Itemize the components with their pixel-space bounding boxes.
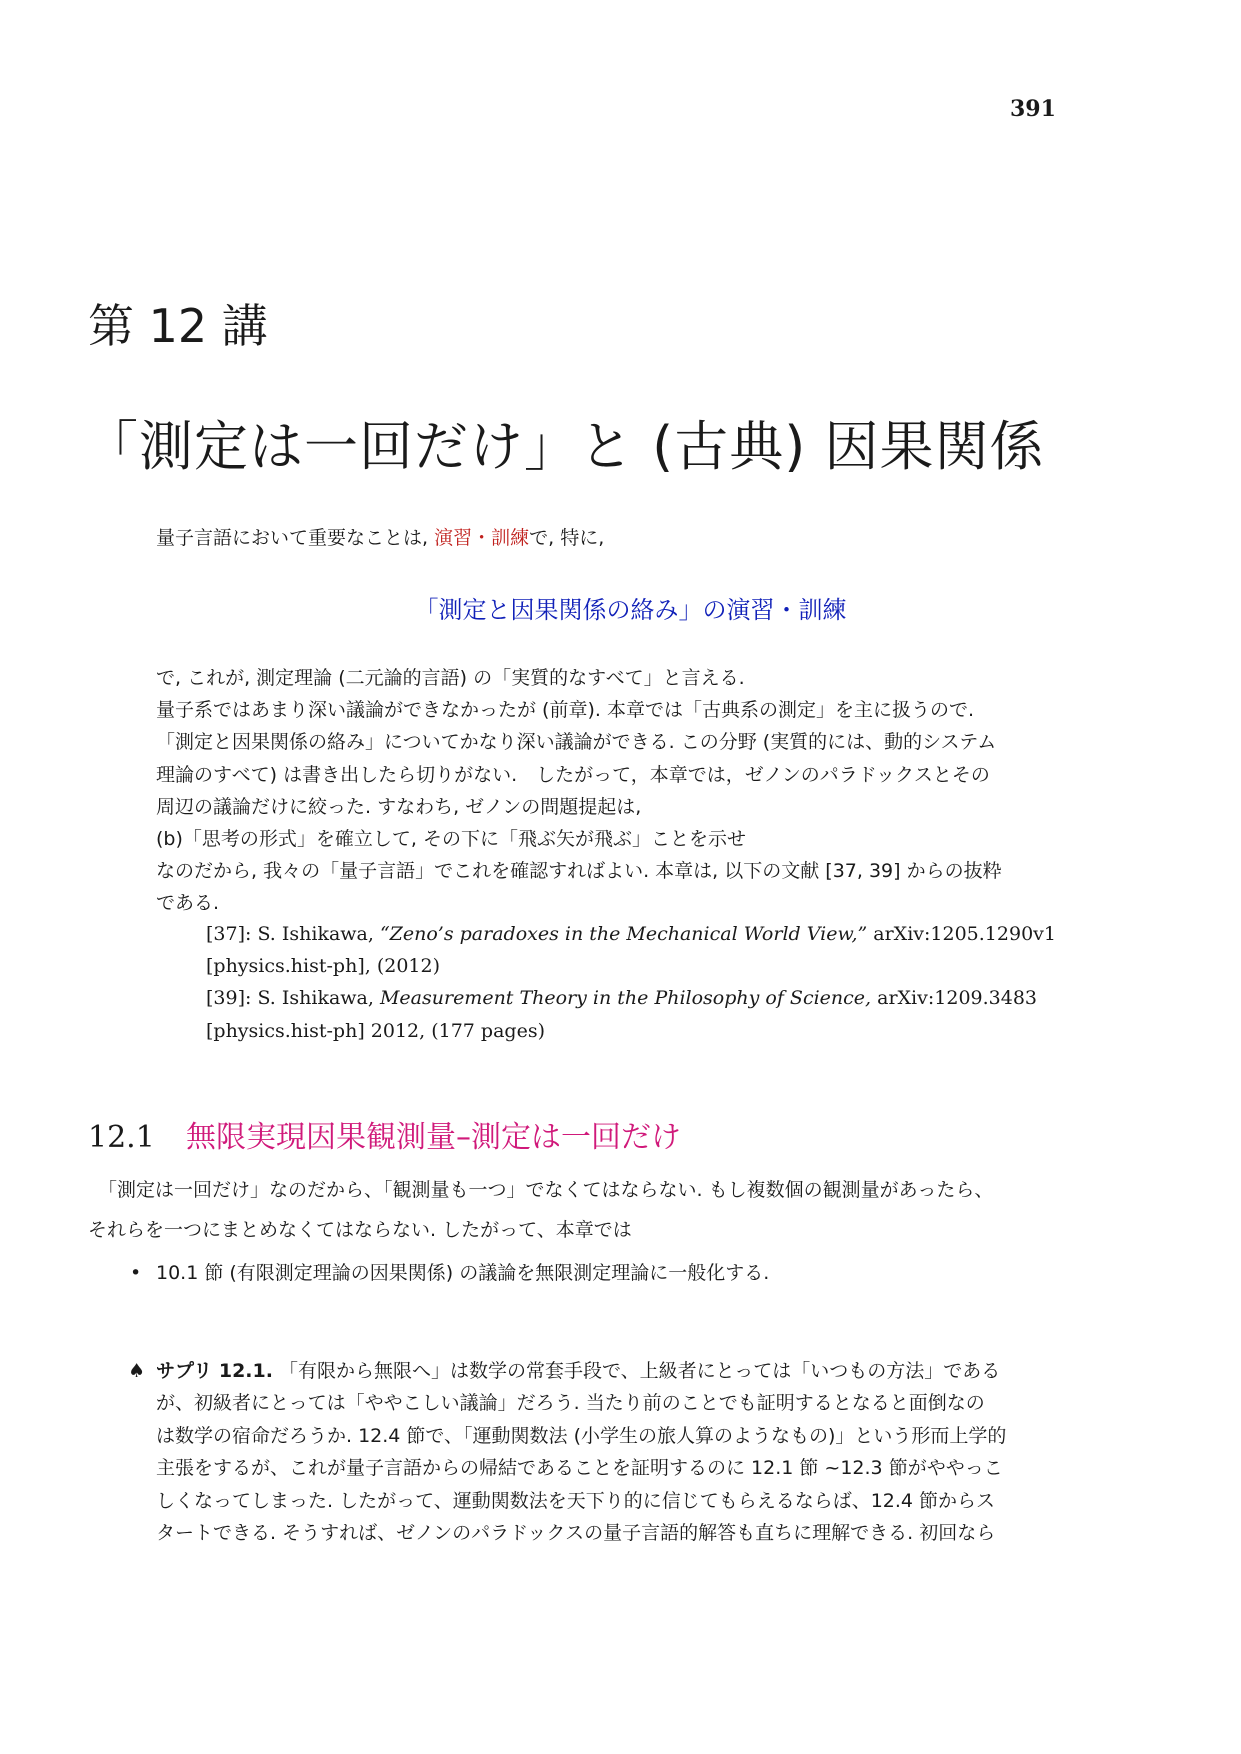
chapter-label: 第 12 講 (88, 299, 268, 353)
supplement-label: サプリ 12.1. (156, 1360, 273, 1382)
reference-tag: [39]: (206, 987, 252, 1010)
supplement-line: タートできる. そうすれば、ゼノンのパラドックスの量子言語的解答も直ちに理解できる. 初回なら (156, 1522, 996, 1545)
supplement-line: しくなってしまった. したがって、運動関数法を天下り的に信じてもらえるならば、12.4 節からス (156, 1489, 996, 1512)
reference-id: arXiv:1205.1290v1 (873, 923, 1056, 945)
paragraph-line: なのだから, 我々の「量子言語」でこれを確認すればよい. 本章は, 以下の文献 [37, 39] からの抜粋 (156, 860, 1002, 883)
bullet-item (130, 1258, 769, 1285)
reference-author: S. Ishikawa, (257, 987, 374, 1010)
section-heading (88, 1112, 681, 1156)
page-number: 391 (1010, 96, 1056, 122)
supplement-line: は数学の宿命だろうか. 12.4 節で、「運動関数法 (小学生の旅人算のようなもの)」という形而上学的 (156, 1424, 1007, 1447)
reference-title: Measurement Theory in the Philosophy of Science, (379, 987, 872, 1010)
intro-line (156, 523, 604, 550)
paragraph-line: 理論のすべて) は書き出したら切りがない. したがって，本章では，ゼノンのパラドックスとその (156, 763, 990, 786)
chapter-title: 「測定は一回だけ」と (古典) 因果関係 (84, 415, 1045, 478)
bullet-text: 10.1 節 (有限測定理論の因果関係) の議論を無限測定理論に一般化する. (156, 1262, 770, 1284)
supplement-first-line (128, 1355, 1088, 1387)
paragraph-line: (b)「思考の形式」を確立して, その下に「飛ぶ矢が飛ぶ」ことを示せ (156, 828, 746, 851)
reference-39 (206, 982, 1086, 1014)
intro-before: 量子言語において重要なことは, (156, 527, 435, 549)
reference-rest: [physics.hist-ph] 2012, (177 pages) (206, 1019, 545, 1042)
highlight-statement: 「測定と因果関係の絡み」の演習・訓練 (414, 596, 847, 624)
intro-paragraph (156, 662, 1086, 920)
section-number: 12.1 (88, 1120, 155, 1155)
supplement-line: が、初級者にとっては「ややこしい議論」だろう. 当たり前のことでも証明するとなると面倒なの (156, 1392, 985, 1415)
paragraph-line: で, これが, 測定理論 (二元論的言語) の「実質的なすべて」と言える. (156, 667, 745, 689)
section-body (88, 1170, 1078, 1250)
section-line: それらを一つにまとめなくてはならない. したがって、本章では (88, 1219, 632, 1241)
reference-list (206, 918, 1086, 1047)
reference-tag: [37]: (206, 923, 252, 945)
reference-author: S. Ishikawa, (257, 923, 374, 945)
paragraph-line: 「測定と因果関係の絡み」についてかなり深い議論ができる. この分野 (実質的には、動的システム (156, 731, 997, 754)
intro-emphasis: 演習・訓練 (434, 527, 530, 549)
paragraph-line: 量子系ではあまり深い議論ができなかったが (前章). 本章では「古典系の測定」を主に扱うので. (156, 699, 974, 722)
reference-37 (206, 918, 1086, 950)
reference-id: arXiv:1209.3483 (877, 987, 1038, 1010)
reference-rest: [physics.hist-ph], (2012) (206, 955, 440, 978)
supplement-text: 「有限から無限へ」は数学の常套手段で、上級者にとっては「いつもの方法」である (279, 1360, 1001, 1382)
supplement-line: 主張をするが、これが量子言語からの帰結であることを証明するのに 12.1 節 ~12.3 節がややっこ (156, 1457, 1003, 1480)
spade-icon: ♠ (128, 1360, 146, 1382)
section-title: 無限実現因果観測量–測定は一回だけ (186, 1120, 681, 1155)
intro-after: で, 特に, (529, 527, 605, 549)
reference-title: “Zeno’s paradoxes in the Mechanical World View,” (379, 923, 868, 945)
paragraph-line: である. (156, 892, 220, 915)
section-line: 「測定は一回だけ」なのだから、「観測量も一つ」でなくてはならない. もし複数個の観測量があったら、 (98, 1179, 994, 1201)
paragraph-line: 周辺の議論だけに絞った. すなわち, ゼノンの問題提起は, (156, 795, 642, 818)
bullet-icon: • (130, 1262, 142, 1284)
supplement-block (128, 1355, 1088, 1549)
